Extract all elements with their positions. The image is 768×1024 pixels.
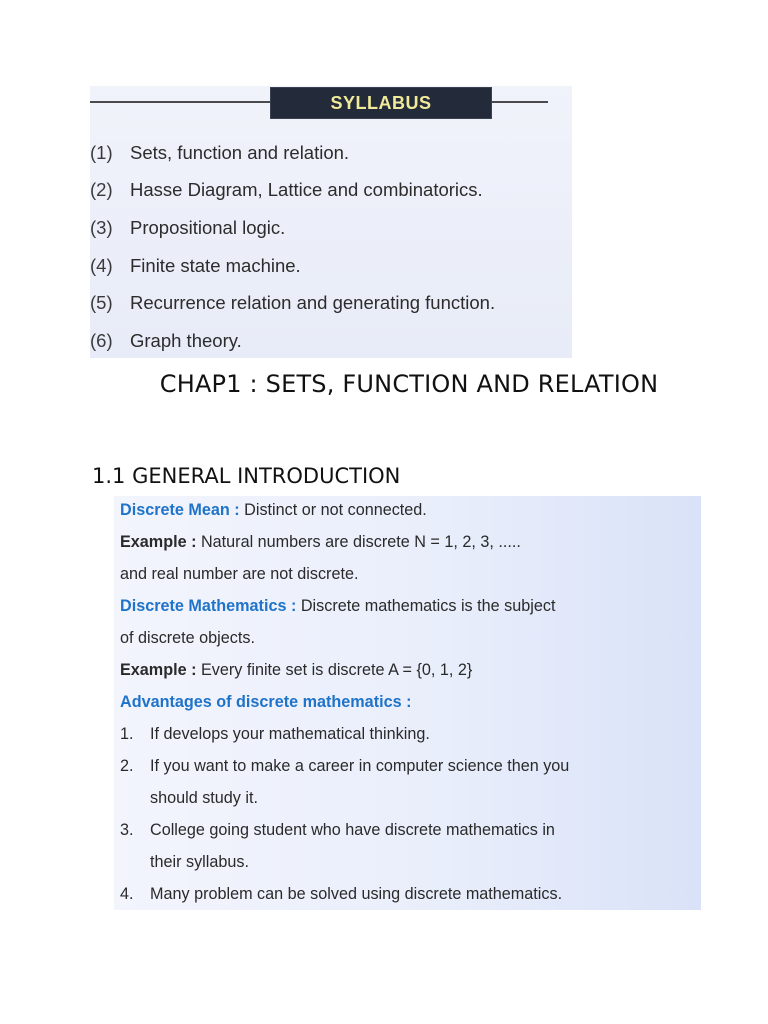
introduction-image [114, 496, 701, 910]
syllabus-item: (1) Sets, function and relation. [90, 141, 350, 163]
example-finite-set-line: Example : Every finite set is discrete A = {0, 1, 2} [120, 661, 473, 679]
advantage-item: 3. College going student who have discrete mathematics in [120, 821, 555, 839]
syllabus-image [90, 86, 572, 358]
syllabus-rule-left [90, 101, 270, 103]
advantage-item: 4. Many problem can be solved using discrete mathematics. [120, 885, 563, 903]
syllabus-rule-right [492, 101, 548, 103]
discrete-mathematics-continuation: of discrete objects. [120, 629, 255, 647]
section-title: 1.1 GENERAL INTRODUCTION [92, 464, 401, 488]
advantage-item-continuation: should study it. [150, 789, 258, 807]
syllabus-item: (3) Propositional logic. [90, 216, 286, 238]
chapter-title: CHAP1 : SETS, FUNCTION AND RELATION [159, 370, 659, 398]
advantage-item: 1. If develops your mathematical thinking. [120, 725, 430, 743]
advantage-item: 2. If you want to make a career in computer science then you [120, 757, 570, 775]
example-natural-numbers-line: Example : Natural numbers are discrete N = 1, 2, 3, ..... [120, 533, 521, 551]
syllabus-item: (5) Recurrence relation and generating function. [90, 292, 496, 314]
syllabus-heading: SYLLABUS [270, 87, 492, 119]
syllabus-item: (4) Finite state machine. [90, 254, 301, 276]
advantages-heading: Advantages of discrete mathematics : [120, 693, 412, 711]
syllabus-list [90, 134, 572, 358]
advantage-item-continuation: their syllabus. [150, 853, 249, 871]
syllabus-item: (2) Hasse Diagram, Lattice and combinatorics. [90, 179, 483, 201]
example-continuation-line: and real number are not discrete. [120, 565, 359, 583]
discrete-mathematics-line: Discrete Mathematics : Discrete mathematics is the subject [120, 597, 556, 615]
syllabus-item: (6) Graph theory. [90, 329, 242, 351]
discrete-mean-line: Discrete Mean : Distinct or not connected. [120, 501, 427, 519]
